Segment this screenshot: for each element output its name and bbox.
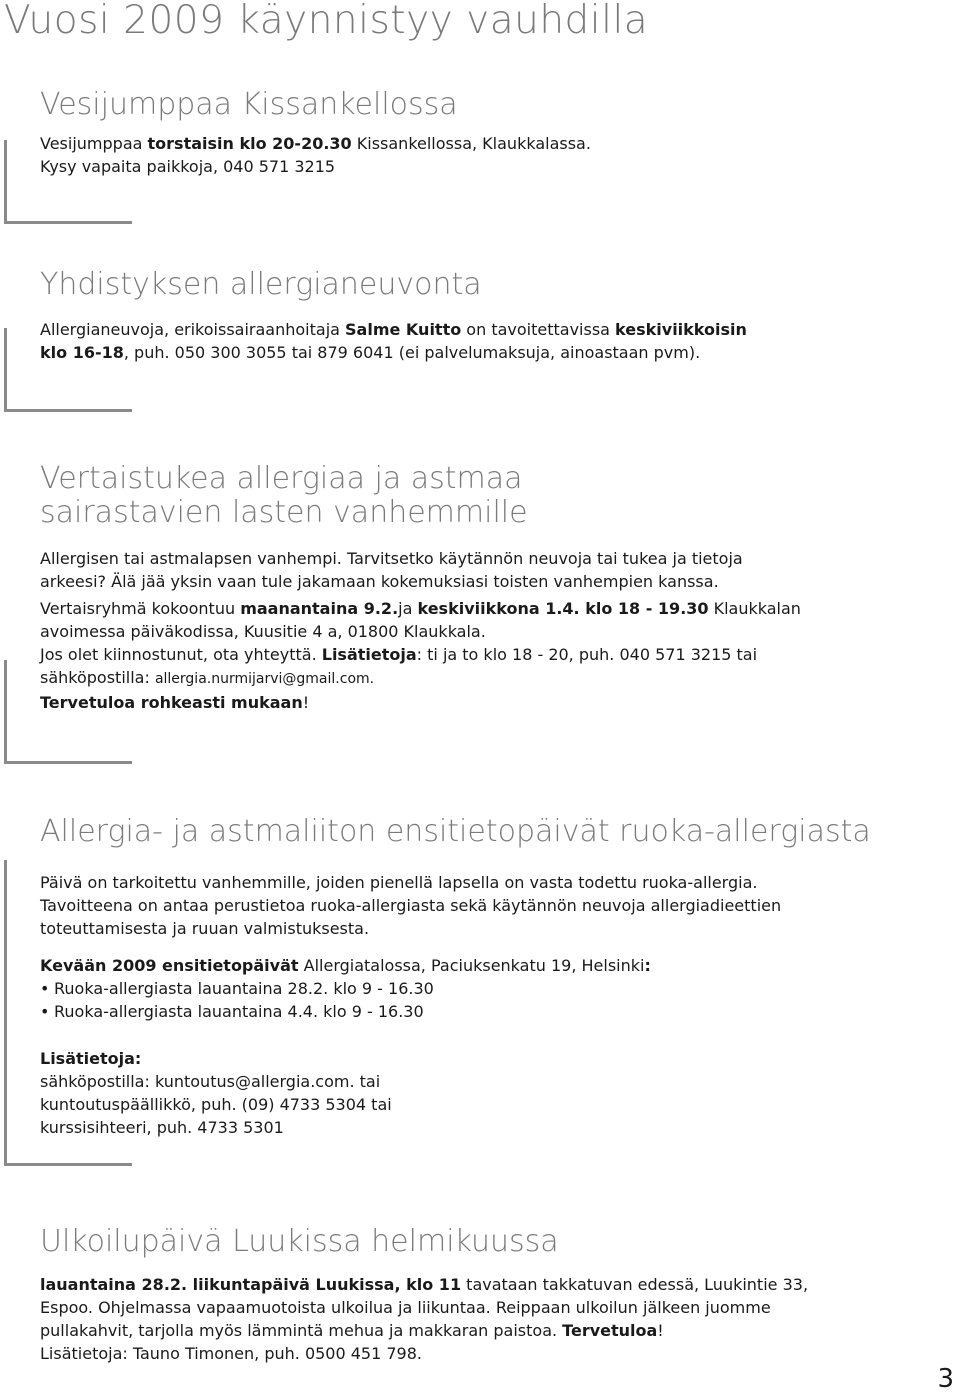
- text-line: Espoo. Ohjelmassa vapaamuotoista ulkoilua ja liikuntaa. Reippaan ulkoilun jälkeen juomme: [40, 1298, 771, 1317]
- emphasis: :: [644, 956, 651, 975]
- emphasis: torstaisin klo 20-20.30: [147, 134, 352, 153]
- emphasis: keskiviikkona 1.4. klo 18 - 19.30: [417, 599, 709, 618]
- section-body: [40, 1273, 940, 1365]
- list-item-text: Ruoka-allergiasta lauantaina 4.4. klo 9 - 16.30: [54, 1002, 424, 1021]
- text-line: [40, 666, 940, 691]
- section-body: [40, 318, 940, 364]
- text: : ti ja to klo 18 - 20, puh. 040 571 3215 tai: [416, 645, 758, 664]
- text-line: [40, 341, 940, 364]
- list-item-text: Ruoka-allergiasta lauantaina 28.2. klo 9 - 16.30: [54, 979, 434, 998]
- text: !: [302, 693, 310, 712]
- text-line: [40, 132, 940, 155]
- text-line: Allergisen tai astmalapsen vanhempi. Tarvitsetko käytännön neuvoja tai tukea ja tietoja: [40, 549, 743, 568]
- section-body: [40, 547, 940, 714]
- text-line: [40, 318, 940, 341]
- text: Klaukkalan: [708, 599, 801, 618]
- section-ulkoilupaiva: [40, 1225, 940, 1365]
- section-title-line: sairastavien lasten vanhemmille: [40, 495, 528, 530]
- list-item: [40, 977, 940, 1000]
- bullet-icon: •: [40, 979, 50, 998]
- section-body: [40, 132, 940, 178]
- bullet-icon: •: [40, 1002, 50, 1021]
- section-title: Yhdistyksen allergianeuvonta: [40, 267, 482, 302]
- text-line: sähköpostilla: kuntoutus@allergia.com. tai: [40, 1072, 381, 1091]
- list-item: [40, 1000, 940, 1023]
- text: on tavoitettavissa: [461, 320, 616, 339]
- text-line: [40, 643, 940, 666]
- email-link[interactable]: allergia.nurmijarvi@gmail.com.: [154, 671, 375, 687]
- text-line: kuntoutuspäällikkö, puh. (09) 4733 5304 tai: [40, 1095, 392, 1114]
- emphasis: Lisätietoja:: [40, 1049, 142, 1068]
- page-title: Vuosi 2009 käynnistyy vauhdilla: [4, 0, 649, 43]
- text-line: Päivä on tarkoitettu vanhemmille, joiden pienellä lapsella on vasta todettu ruoka-allergia.: [40, 873, 758, 892]
- emphasis: Tervetuloa rohkeasti mukaan: [40, 693, 303, 712]
- info-label: [40, 1047, 940, 1070]
- text-line: [40, 1319, 940, 1342]
- emphasis: lauantaina 28.2. liikuntapäivä Luukissa, klo 11: [40, 1275, 462, 1294]
- emphasis: Salme Kuitto: [345, 320, 462, 339]
- text-line: [40, 691, 940, 714]
- section-title: Vesijumppaa Kissankellossa: [40, 87, 458, 122]
- section-title: Allergia- ja astmaliiton ensitietopäivät ruoka-allergiasta: [40, 814, 871, 849]
- text: Vertaisryhmä kokoontuu: [40, 599, 241, 618]
- text-line: [40, 597, 940, 620]
- emphasis: Kevään 2009 ensitietopäivät: [40, 956, 299, 975]
- section-allergianeuvonta: [40, 268, 940, 364]
- emphasis: Lisätietoja: [321, 645, 417, 664]
- text-line: [40, 1273, 940, 1296]
- section-vesijumppa: [40, 88, 940, 178]
- emphasis: maanantaina 9.2.: [240, 599, 399, 618]
- page-number: 3: [937, 1364, 954, 1394]
- section-title: [40, 462, 940, 530]
- text: sähköpostilla:: [40, 668, 155, 687]
- text: Allergianeuvoja, erikoissairaanhoitaja: [40, 320, 346, 339]
- emphasis: Tervetuloa: [562, 1321, 658, 1340]
- text: Allergiatalossa, Paciuksenkatu 19, Helsinki: [298, 956, 645, 975]
- section-body: [40, 871, 940, 1139]
- text-line: kurssisihteeri, puh. 4733 5301: [40, 1118, 284, 1137]
- text: , puh. 050 300 3055 tai 879 6041 (ei palvelumaksuja, ainoastaan pvm).: [123, 343, 701, 362]
- emphasis: klo 16-18: [40, 343, 124, 362]
- section-title-line: Vertaistukea allergiaa ja astmaa: [40, 461, 523, 496]
- text-line: Tavoitteena on antaa perustietoa ruoka-allergiasta sekä käytännön neuvoja allergiadieettien: [40, 896, 782, 915]
- text: pullakahvit, tarjolla myös lämmintä mehua ja makkaran paistoa.: [40, 1321, 563, 1340]
- text-line: [40, 954, 940, 977]
- text: Vesijumppaa: [40, 134, 148, 153]
- text: !: [657, 1321, 664, 1340]
- section-title: Ulkoilupäivä Luukissa helmikuussa: [40, 1224, 559, 1259]
- text: ja: [398, 599, 418, 618]
- emphasis: keskiviikkoisin: [615, 320, 747, 339]
- text-line: Kysy vapaita paikkoja, 040 571 3215: [40, 157, 336, 176]
- text: Jos olet kiinnostunut, ota yhteyttä.: [40, 645, 322, 664]
- section-ensitietopaivat: [40, 815, 940, 1139]
- text: tavataan takkatuvan edessä, Luukintie 33,: [461, 1275, 809, 1294]
- section-vertaistuki: [40, 462, 940, 714]
- text: Kissankellossa, Klaukkalassa.: [351, 134, 591, 153]
- text-line: arkeesi? Älä jää yksin vaan tule jakamaan kokemuksiasi toisten vanhempien kanssa.: [40, 572, 719, 591]
- text-line: Lisätietoja: Tauno Timonen, puh. 0500 451 798.: [40, 1344, 422, 1363]
- text-line: toteuttamisesta ja ruuan valmistuksesta.: [40, 919, 370, 938]
- text-line: avoimessa päiväkodissa, Kuusitie 4 a, 01800 Klaukkala.: [40, 622, 486, 641]
